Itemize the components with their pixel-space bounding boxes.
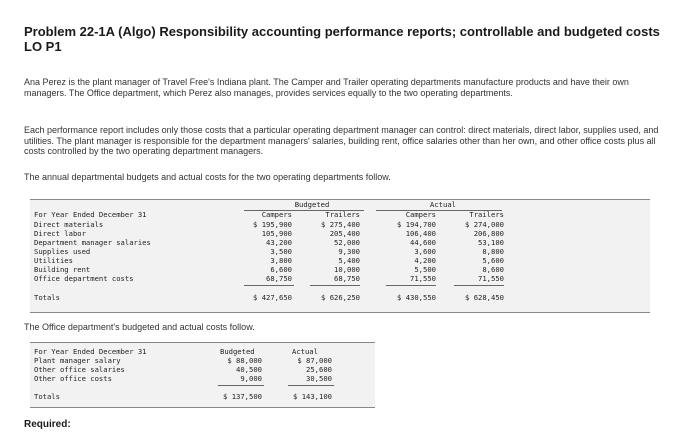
value-cell: 8,800 (482, 247, 504, 256)
value-cell: $ 275,400 (321, 220, 360, 229)
value-cell: 25,600 (306, 365, 332, 374)
total-cell: $ 430,550 (397, 293, 436, 302)
row-label: Other office costs (34, 374, 112, 383)
value-cell: 5,500 (414, 265, 436, 274)
value-cell: 3,600 (414, 247, 436, 256)
value-cell: 106,400 (405, 229, 436, 238)
col-budgeted-campers: Campers (261, 210, 292, 219)
operating-departments-table (30, 199, 650, 313)
subtotal-line (218, 385, 264, 386)
controllable-costs-paragraph: Each performance report includes only those costs that a particular operating department manager can control: direct materials, direct labor, supplies used, and utilities. The plant manager is responsible for the department managers' salaries, building rent, office salaries other than her own, and other office costs plus all costs controlled by the two operating department managers. (24, 125, 659, 156)
totals-label: Totals (34, 392, 60, 401)
totals-row (30, 294, 650, 303)
value-cell: $ 195,900 (253, 220, 292, 229)
value-cell: 40,500 (236, 365, 262, 374)
row-label: Office department costs (34, 274, 134, 283)
totals-label: Totals (34, 293, 60, 302)
row-label: Supplies used (34, 247, 91, 256)
total-cell: $ 143,100 (293, 392, 332, 401)
row-label: Building rent (34, 265, 91, 274)
totals-row (30, 393, 375, 402)
table1-header-label: For Year Ended December 31 (34, 210, 147, 219)
intro-paragraph: Ana Perez is the plant manager of Travel Free's Indiana plant. The Camper and Trailer operating departments manufacture products and have their own managers. The Office department, which Perez also manages, provides services equally to the two operating departments. (24, 77, 629, 98)
table-row (30, 375, 375, 384)
value-cell: $ 87,000 (297, 356, 332, 365)
value-cell: 205,400 (329, 229, 360, 238)
column-header-row (30, 211, 650, 220)
value-cell: 43,200 (266, 238, 292, 247)
value-cell: 5,600 (482, 256, 504, 265)
problem-title: Problem 22-1A (Algo) Responsibility accounting performance reports; controllable and budgeted costs LO P1 (24, 24, 660, 54)
total-cell: $ 626,250 (321, 293, 360, 302)
group-header-row (30, 201, 650, 210)
subtotal-line (244, 285, 294, 286)
value-cell: 68,750 (334, 274, 360, 283)
value-cell: 6,600 (270, 265, 292, 274)
value-cell: 3,500 (270, 247, 292, 256)
subtotal-line (454, 285, 504, 286)
col-budgeted-trailers: Trailers (325, 210, 360, 219)
col-budgeted: Budgeted (220, 347, 255, 356)
total-cell: $ 137,500 (223, 392, 262, 401)
col-actual-trailers: Trailers (469, 210, 504, 219)
value-cell: 44,600 (410, 238, 436, 247)
col-actual-campers: Campers (405, 210, 436, 219)
subtotal-line (310, 285, 360, 286)
value-cell: 68,750 (266, 274, 292, 283)
value-cell: 206,800 (473, 229, 504, 238)
value-cell: $ 274,000 (465, 220, 504, 229)
group-budgeted-label: Budgeted (294, 200, 330, 209)
row-label: Direct materials (34, 220, 104, 229)
value-cell: 71,550 (478, 274, 504, 283)
row-label: Utilities (34, 256, 73, 265)
value-cell: 3,800 (270, 256, 292, 265)
operating-budget-intro: The annual departmental budgets and actual costs for the two operating departments follow. (24, 172, 391, 182)
value-cell: 53,100 (478, 238, 504, 247)
value-cell: $ 194,700 (397, 220, 436, 229)
required-label: Required: (24, 419, 71, 430)
value-cell: 105,900 (261, 229, 292, 238)
total-cell: $ 628,450 (465, 293, 504, 302)
table2-header-label: For Year Ended December 31 (34, 347, 147, 356)
value-cell: 4,200 (414, 256, 436, 265)
table-row (30, 275, 650, 284)
value-cell: 5,400 (338, 256, 360, 265)
group-actual-label: Actual (430, 200, 456, 209)
total-cell: $ 427,650 (253, 293, 292, 302)
value-cell: 8,600 (482, 265, 504, 274)
value-cell: $ 88,000 (227, 356, 262, 365)
subtotal-line (288, 385, 334, 386)
row-label: Other office salaries (34, 365, 125, 374)
value-cell: 9,000 (240, 374, 262, 383)
subtotal-line (386, 285, 436, 286)
value-cell: 10,000 (334, 265, 360, 274)
row-label: Department manager salaries (34, 238, 151, 247)
col-actual: Actual (292, 347, 318, 356)
value-cell: 30,500 (306, 374, 332, 383)
value-cell: 52,000 (334, 238, 360, 247)
row-label: Plant manager salary (34, 356, 121, 365)
office-budget-intro: The Office department's budgeted and actual costs follow. (24, 322, 255, 332)
value-cell: 9,300 (338, 247, 360, 256)
row-label: Direct labor (34, 229, 86, 238)
office-department-table (30, 342, 375, 408)
value-cell: 71,550 (410, 274, 436, 283)
